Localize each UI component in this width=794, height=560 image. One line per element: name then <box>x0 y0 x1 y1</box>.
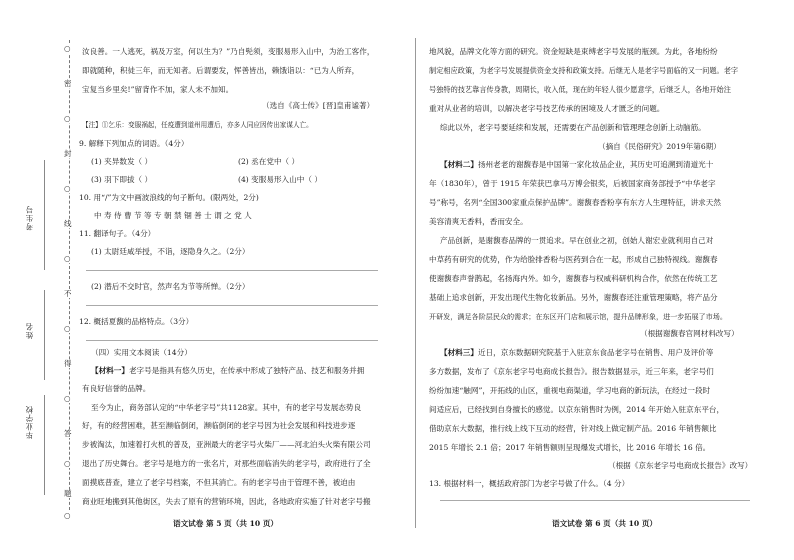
source-line: （选自《高士传》[晋]皇甫谧著） <box>262 101 375 110</box>
text-line: 重对从业者的培训，以解决老字号技艺传承的困境及人才匮乏的问题。 <box>429 104 665 113</box>
page-footer-left: 语文试卷 第 5 页（共 10 页） <box>173 519 279 528</box>
seal-char: 得 <box>64 359 72 368</box>
material-1-label: 【材料一】 <box>91 366 129 375</box>
text-line: 年（1830年），曾于 1915 年荣获巴拿马万博会银奖，后被国家商务部授予“中华老字 <box>429 179 716 188</box>
text-line: 使谢馥春声誉鹊起，名扬海内外。如今，谢馥春与权威科研机构合作，依然在传统工艺 <box>429 274 718 283</box>
question-13: 13. 根据材料一，概括政府部门为老字号做了什么。（4 分） <box>429 479 630 488</box>
q9-item-1: (1) 夹异数发（ ） <box>91 157 153 166</box>
seal-line <box>69 40 70 520</box>
q9-item-2: (2) 丞在党中（ ） <box>238 157 300 166</box>
answer-line[interactable] <box>86 305 378 306</box>
material-2-text: 扬州老老的谢馥春是中国第一家化妆品企业，其历史可追溯到清道光十 <box>477 160 714 169</box>
text-line: 产品创新，是谢馥春品牌的一贯追求。早在创业之初，创始人谢宏业就利用自己对 <box>440 236 714 245</box>
text-line: 面摸底普查，建立了老字号档案，不但其消亡。有的老字号由于管理不善，被迫由 <box>82 478 356 487</box>
text-line: 美容清爽无香料，香而安全。 <box>429 217 528 226</box>
q11-item-2: (2) 潜后不交时官，然声名为节等所惮。（2分） <box>91 282 250 291</box>
source-line: （根据《京东老字号电商成长报告》改写） <box>608 461 753 470</box>
seal-char: ○ <box>64 184 71 193</box>
text-line: 中草药有研究的优势，作为给脸排香粉与医药到合在一起，形成自己独特视线。谢馥春 <box>429 255 718 264</box>
text-line: 退出了历史舞台。老字号是地方的一张名片，对那些面临消失的老字号，政府进行了全 <box>82 459 371 468</box>
label-xuexiao: 毕业学校 <box>25 405 34 439</box>
material-1-text: 老字号是指具有悠久历史，在传承中形成了独特产品、技艺和服务并拥 <box>128 366 365 375</box>
text-line: 至今为止，商务部认定的“中华老字号”共1128家。其中，有的老字号发展态势良 <box>91 403 362 412</box>
label-kaohao: 考生号 <box>25 205 34 231</box>
blank-xuexiao[interactable] <box>44 395 45 495</box>
text-line: 步被淘汰，加速着打火机的普及，亚洲最大的老字号火柴厂——河北泊头火柴有限公司 <box>82 440 371 449</box>
seal-char: ○ <box>64 44 71 53</box>
q10-sentence: 中 寿 侍 曹 节 等 专 朝 禁 锢 善 士 谓 之 党 人 <box>94 211 252 220</box>
seal-char: ○ <box>64 459 71 468</box>
q11-item-1: (1) 太尉廷咸举授，不诣，逐隐身久之。（2分） <box>91 247 250 256</box>
text-line: 号”称号，名列“全国300家重点保护品牌”。谢馥春香粉享有东方人生理特征，讲求天然 <box>429 198 721 207</box>
seal-char: 题 <box>64 489 72 498</box>
seal-char: 不 <box>64 289 72 298</box>
page-divider <box>415 38 416 528</box>
blank-kaohao[interactable] <box>44 160 45 270</box>
material-2-label: 【材料二】 <box>440 160 478 169</box>
answer-line[interactable] <box>86 340 378 341</box>
seal-char: 线 <box>64 219 72 228</box>
text-line: 多方数据，发布了《京东老字号电商成长报告》。报告数据显示，近三年来，老字号们 <box>429 367 714 376</box>
material-3-text: 近日，京东数据研究院基于入驻京东食品老字号在销售、用户及评价等 <box>477 348 714 357</box>
question-9: 9. 解释下列加点的词语。（4分） <box>79 139 189 148</box>
seal-char: 密 <box>64 79 72 88</box>
text-line: 号独特的技艺靠言传身教，周期长，收入低，现在的年轻人很少愿意学，后继乏人，各地开始注 <box>429 85 731 94</box>
material-3-label: 【材料三】 <box>440 348 478 357</box>
text-line: 宝复当乡里矣!”留背作不加，家人未不加知。 <box>82 85 234 94</box>
section-4-heading: （四）实用文本阅读（14分） <box>91 348 192 357</box>
text-line: 基础上追求创新，开发出现代生物化妆新品。另外，谢馥春还注重管理策略，将产品分 <box>429 293 718 302</box>
q9-item-4: (4) 变服易形入山中（ ） <box>238 175 322 184</box>
seal-char: ○ <box>64 511 71 520</box>
material-3-line <box>440 349 713 357</box>
material-2-line <box>440 161 713 169</box>
answer-line[interactable] <box>440 500 750 501</box>
source-line: （根据谢馥春官网材料改写） <box>640 329 739 338</box>
text-line: 制定相应政策，为老字号发展提供资金支持和政策支持。后继无人是老字号面临的又一问题。老字 <box>429 66 739 75</box>
answer-line[interactable] <box>86 270 378 271</box>
question-10: 10. 用“/”为文中画波浪线的句子断句。(限两处，2分) <box>79 193 259 202</box>
text-line: 2015 年增长 2.1 倍；2017 年销售额则呈现爆发式增长，比 2016 年增长 16 倍。 <box>429 443 711 452</box>
text-line: 借助京东大数据，推行线上线下互动的经营，针对线上做定制产品。2016 年销售额比 <box>429 424 717 433</box>
text-line: 好，有的经营困难，甚至濒临倒闭，濒临倒闭的老字号因为社会发展和科技进步逐 <box>82 421 356 430</box>
question-12: 12. 概括夏馥的品格特点。（3分） <box>79 317 194 326</box>
q9-item-3: (3) 羽下即拔（ ） <box>91 175 153 184</box>
text-line: 纷纷加速“触网”，开拓线的山区，重视电商渠道，学习电商的新玩法，在经过一段时 <box>429 386 711 395</box>
question-11: 11. 翻译句子。（4分） <box>79 229 156 238</box>
seal-char: ○ <box>64 394 71 403</box>
seal-char: 答 <box>64 429 72 438</box>
text-line: 有良好信誉的品牌。 <box>82 384 151 393</box>
text-line: 即就随种，积徒三年，而无知者。后谓要发，恽善皆出，赖饿诣以：“已为人所弃， <box>82 66 360 75</box>
text-line: 综此以外，老字号要延续和发展，还需要在产品创新和管理理念创新上动脑筋。 <box>440 123 706 132</box>
text-line: 商业旺地搬到其他街区，失去了原有的营销环境，因此，各地政府实施了针对老字号搬 <box>82 497 371 506</box>
label-xingming: 姓名 <box>25 322 34 339</box>
text-line: 间适应后，已经找到自身擅长的感觉。以京东销售时为例，2014 年开始入驻京东平台， <box>429 405 725 414</box>
text-line: 汝良善。一人逃死，祸及万室，何以生为？”乃自髡须，变服易形入山中，为治工客作， <box>82 47 375 56</box>
material-1-line <box>91 367 364 375</box>
text-line: 地风貌，品牌文化等方面的研究。资金短缺是束缚老字号发展的瓶颈。为此，各地纷纷 <box>429 47 718 56</box>
seal-char: 封 <box>64 149 72 158</box>
text-line: 开研发，满足各阶层民众的需求；在东区开门店和展示馆，提升品牌形象，进一步拓展了市场。 <box>429 312 727 321</box>
seal-char: ○ <box>64 114 71 123</box>
note-line: 【注】①乞乐：变服祸起，任疫遭到道州用遭后，亦多人同应因传出家谋人亡。 <box>82 121 313 129</box>
page-footer-right: 语文试卷 第 6 页（共 10 页） <box>552 519 658 528</box>
seal-char: ○ <box>64 254 71 263</box>
seal-char: ○ <box>64 324 71 333</box>
blank-xingming[interactable] <box>44 290 45 380</box>
source-line: （摘自《民俗研究》2019年第6期） <box>598 142 721 151</box>
